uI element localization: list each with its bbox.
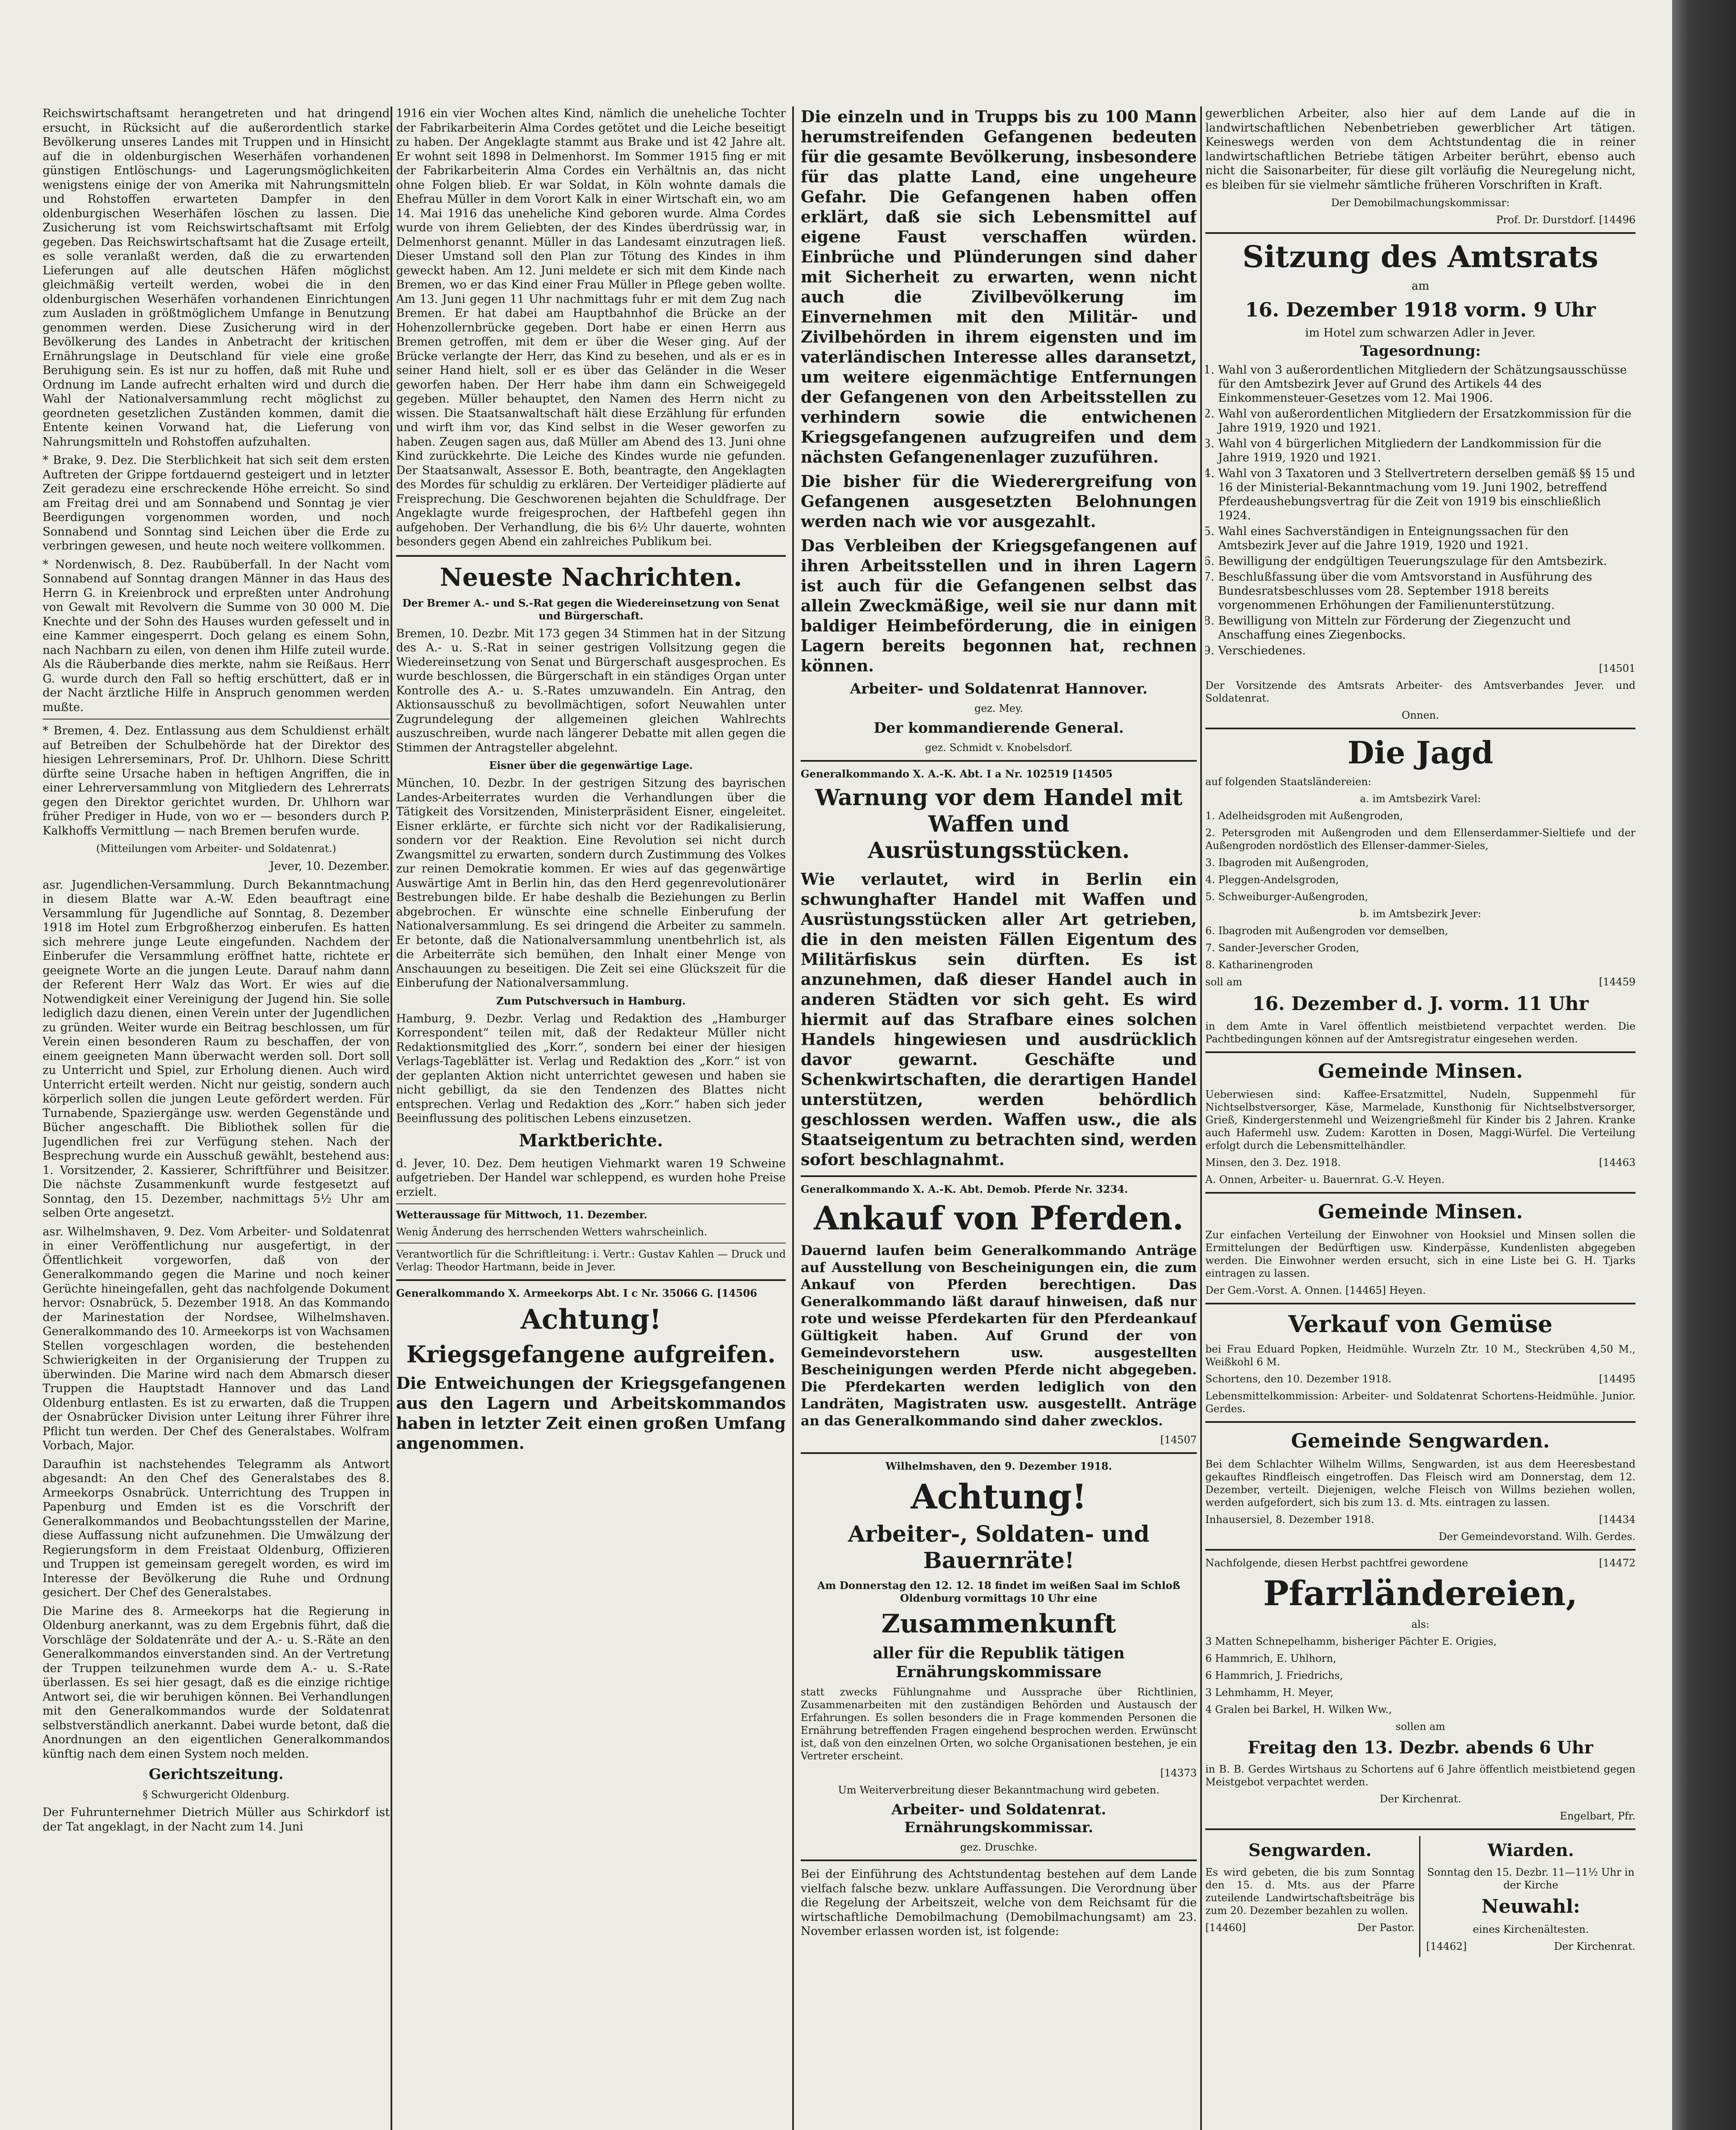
list-item: 6. Ibagroden mit Außengroden vor demselben, — [1205, 924, 1449, 937]
notice-code: [14501 — [1599, 662, 1635, 674]
jagd-soll — [1205, 976, 1635, 988]
notice-warnung: Wie verlautet, wird in Berlin ein schwunghafter Handel mit Waffen und Ausrüstungsstücken aller Art getrieben, die in den meisten Fällen Eigentum des Militärfiskus sein dürften. Es ist anzunehmen, daß dieser Handel auch in anderen Städten vor sich geht. Es wird hiermit auf das Strafbare eines solchen Handels hingewiesen und ausdrücklich davor gewarnt. Geschäfte und Schenkwirtschaften, die derartigen Handel unterstützen, werden behördlich geschlossen werden. Waffen usw., die als Staatseigentum zu betrachten sind, werden sofort beschlagnahmt. — [801, 869, 1197, 1169]
signature-druschke: gez. Druschke. — [960, 1841, 1038, 1853]
divider — [396, 1279, 786, 1281]
notice-kriegsgefangene: Die Entweichungen der Kriegsgefangenen aus den Lagern und Arbeitskommandos haben in letzter Zeit einen großen Umfang angenommen. — [396, 1373, 786, 1453]
heading-gemuese: Verkauf von Gemüse — [1288, 1310, 1553, 1338]
article-bremen-uhlhorn: * Bremen, 4. Dez. Entlassung aus dem Schuldienst erhält auf Betreiben der Schulbehörde hat der Direktor des hiesigen Lehrerseminars, Prof. Dr. Uhlhorn. Diese Schritt dürfte seine Ursache haben in heftigen Angriffen, die in einer Lehrerversammlung von Mitgliedern des Lehrerrats gegen den Direktor gerichtet wurden. Dr. Uhlhorn war früher Prediger in Hude, von wo er — besonders durch P. Kalkhoffs Vermittlung — nach Bremen berufen wurde. — [43, 724, 390, 838]
notice-code: [14496 — [1599, 214, 1635, 226]
pfarr-row: 6 Hammrich, J. Friedrichs, — [1205, 1669, 1343, 1681]
heading-gerichtszeitung: Gerichtszeitung. — [149, 1766, 284, 1783]
pfarr-list — [1205, 1635, 1635, 1716]
pfarr-intro-text: Nachfolgende, diesen Herbst pachtfrei gewordene — [1205, 1557, 1468, 1569]
text-am: am — [1411, 279, 1429, 293]
minsen-1-signature: A. Onnen, Arbeiter- u. Bauernrat. G.-V. Heyen. — [1205, 1173, 1445, 1186]
signature-ernaehrung: Arbeiter- und Soldatenrat. Ernährungskommissar. — [891, 1801, 1107, 1836]
list-item: 1. Adelheidsgroden mit Außengroden, — [1205, 809, 1403, 822]
wiarden-text-2: eines Kirchenältesten. — [1473, 1923, 1589, 1935]
subheading-bremen: Der Bremer A.- und S.-Rat gegen die Wiedereinsetzung von Senat und Bürgerschaft. — [402, 596, 780, 622]
demob-name: Prof. Dr. Durstdorf. — [1496, 214, 1596, 226]
heading-zusammenkunft: Zusammenkunft — [881, 1609, 1116, 1639]
gemuese-text: bei Frau Eduard Popken, Heidmühle. Wurzeln Ztr. 10 M., Steckrüben 4,50 M., Weißkohl 6 M. — [1205, 1343, 1635, 1368]
signature-rat-hannover: Arbeiter- und Soldatenrat Hannover. — [850, 680, 1148, 697]
notice-code: [14462] — [1426, 1940, 1467, 1952]
article-hamburg: Hamburg, 9. Dezbr. Verlag und Redaktion des „Hamburger Korrespondent“ teilen mit, daß der Redakteur Müller nicht Redaktionsmitglied des „Korr.“, sondern bei einer der hiesigen Verlags-Tageblätter ist. Verlag und Redaktion des „Korr.“ ist von der geplanten Aktion nicht unterrichtet gewesen und haben sie nicht gebilligt, da sie den Tendenzen des Blattes nicht entsprechen. Verlag und Redaktion des „Korr.“ haben sich jeder Beeinflussung des politischen Lebens einzusetzen. — [396, 1012, 786, 1125]
heading-kriegsgefangene: Kriegsgefangene aufgreifen. — [406, 1341, 776, 1368]
heading-sitzung-amtsrats: Sitzung des Amtsrats — [1242, 239, 1598, 274]
article-markt: d. Jever, 10. Dez. Dem heutigen Viehmarkt waren 19 Schweine aufgetrieben. Der Handel war schleppend, es wurden hohe Preise erzielt. — [396, 1157, 786, 1199]
agenda-item: 7. Beschlußfassung über die vom Amtsvorstand in Ausführung des Bundesratsbeschlusses vom 28. September 1918 bereits vorgenommenen Erhöhungen der Familienunterstützung. — [1218, 570, 1635, 612]
heading-jagd: Die Jagd — [1347, 734, 1494, 771]
section-note: (Mitteilungen vom Arbeiter- und Soldatenrat.) — [96, 843, 336, 855]
text-als: als: — [1411, 1618, 1430, 1630]
jagd-list-a — [1205, 809, 1635, 903]
dateline: Wilhelmshaven, den 9. Dezember 1918. — [885, 1460, 1112, 1472]
article-gericht: Der Fuhrunternehmer Dietrich Müller aus Schirkdorf ist der Tat angeklagt, in der Nacht zum 14. Juni — [43, 1806, 390, 1834]
signature-general: Der kommandierende General. — [874, 720, 1124, 737]
divider — [1205, 1421, 1635, 1423]
article-achtstundentag: Bei der Einführung des Achtstundentag bestehen auf dem Lande vielfach falsche bezw. unklare Auffassungen. Die Verordnung über die Regelung der Arbeitszeit, welche von dem Reichsamt für die wirtschaftliche Demobilmachung (Demobilmachungsamt) am 23. November erlassen worden ist, ist folgende: — [801, 1868, 1197, 1938]
signature-vorsitz: Der Vorsitzende des Amtsrats Arbeiter- des Amtsverbandes Jever. und Soldatenrat. — [1205, 679, 1635, 704]
column-rule — [792, 106, 794, 2130]
divider — [1205, 1549, 1635, 1551]
divider — [396, 555, 786, 557]
jagd-group-a: a. im Amtsbezirk Varel: — [1359, 792, 1481, 805]
notice-wiarden — [1426, 1836, 1636, 1957]
list-item: 7. Sander-Jeverscher Groden, — [1205, 941, 1359, 954]
gemuese-date-text: Schortens, den 10. Dezember 1918. — [1205, 1373, 1392, 1385]
article-muenchen: München, 10. Dezbr. In der gestrigen Sitzung des bayrischen Landes-Arbeiterrates wurden die Verhandlungen über die Tätigkeit des Vorsitzenden, Ministerpräsident Eisner, eingeleitet. Eisner erklärte, er fürchte sich nicht vor der Radikalisierung, sondern vor der Reaktion. Eine Revolution sei nicht durch Zwangsmittel zu erwarten, sondern durch Zustimmung des Volkes zur reinen Demokratie kommen. Er wies auf das gegenwärtige Auswärtige Amt in Berlin hin, das den Herd gegenrevolutionärer Bestrebungen bilde. Er habe deshalb die Beziehungen zu Berlin abgebrochen. Er wünschte eine schnelle Einberufung der Nationalversammlung. Es sei dringend die Arbeiter zu sammeln. Er betonte, daß die Nationalversammlung unentbehrlich ist, als die Arbeiterräte sich bemühen, den Inhalt einer Menge von Anschauungen zu beseitigen. Die Zeit sei eine Glückszeit für die Einberufung der Nationalversammlung. — [396, 777, 786, 990]
notice-verbleiben: Das Verbleiben der Kriegsgefangenen auf ihren Arbeitsstellen und in ihren Lagern ist auch für die Gefangenen selbst das allein Zweckmäßige, weil sie nur dann mit baldiger Heimbeförderung, die in einigen Lagern bereits begonnen hat, rechnen können. — [801, 536, 1197, 675]
article-landarbeiter: gewerblichen Arbeiter, also hier auf dem Lande auf die in landwirtschaftlichen Nebenbetrieben gewerblicher Art tätigen. Keineswegs werden von dem Achtstundentag die in reiner landwirtschaftlichen Betriebe tätigen Arbeiter berührt, ebenso auch nicht die Saisonarbeiter, für diese gilt vorläufig die Neuregelung nicht, es bleiben für sie vielmehr sämtliche früheren Vorschriften in Kraft. — [1205, 107, 1635, 192]
article-trial: 1916 ein vier Wochen altes Kind, nämlich die uneheliche Tochter der Fabrikarbeiterin Alma Cordes getötet und die Leiche beseitigt zu haben. Der Angeklagte stammt aus Brake und ist 42 Jahre alt. Er wohnt seit 1898 in Delmenhorst. Im Sommer 1915 fing er mit der Fabrikarbeiterin Alma Cordes ein Verhältnis an, das nicht ohne Folgen blieb. Er war Soldat, in Köln wohnte damals die Ehefrau Müller in dem Vorort Kalk in einer Wirtschaft ein, wo am 14. Mai 1916 das uneheliche Kind geboren wurde. Alma Cordes wurde von ihrem Geliebten, der des Kindes überdrüssig war, in Delmenhorst genannt. Müller in das Landesamt einzutragen ließ. Dieser Umstand soll den Plan zur Tötung des Kindes in ihm geweckt haben. Am 12. Juni meldete er sich mit dem Kinde nach Bremen, wo er das Kind einer Frau Müller in Pflege geben wollte. Am 13. Juni gegen 11 Uhr nachmittags fuhr er mit dem Zug nach Bremen. Er hat dabei am Hauptbahnhof die Brücke an der Hohenzollernbrücke gegeben. Dort habe er einen Herrn aus Bremen getroffen, mit dem er über die Weser ging. Auf der Brücke verlangte der Herr, das Kind zu besehen, und als er es in seiner Hand hielt, soll er es über das Geländer in die Weser geworfen haben. Der Herr habe ihm dann ein Schweigegeld gegeben. Müller behauptet, den Namen des Herrn nicht zu wissen. Die Staatsanwaltschaft hält diese Erzählung für erfunden und wirft ihm vor, das Kind selbst in die Weser geworfen zu haben. Zeugen sagen aus, daß Müller am Abend des 13. Juni ohne Kind zurückkehrte. Die Leiche des Kindes wurde nie gefunden. Der Staatsanwalt, Assessor E. Both, beantragte, den Angeklagten des Mordes für schuldig zu erklären. Der Verteidiger plädierte auf Freisprechung. Die Geschworenen bejahten die Schuldfrage. Der Angeklagte wurde freigesprochen, der Haftbefehl gegen ihn aufgehoben. Der Verhandlung, die bis 6½ Uhr dauerte, wohnten besonders gegen Abend ein zahlreiches Publikum bei. — [396, 107, 786, 548]
divider — [1205, 1192, 1635, 1194]
signature-schmidt: gez. Schmidt v. Knobelsdorf. — [925, 742, 1073, 754]
jagd-list-b — [1205, 924, 1635, 971]
agenda-item: 2. Wahl von außerordentlichen Mitgliedern der Ersatzkommission für die Jahre 1919, 1920 und 1921. — [1218, 407, 1635, 435]
pfarr-text: in B. B. Gerdes Wirtshaus zu Schortens auf 6 Jahre öffentlich meistbietend gegen Meistgebot verpachtet werden. — [1205, 1763, 1635, 1788]
signature-kirchenrat: Der Kirchenrat. — [1380, 1793, 1461, 1805]
heading-warnung: Warnung vor dem Handel mit Waffen und Ausrüstungsstücken. — [815, 785, 1183, 864]
date-sitzung: 16. Dezember 1918 vorm. 9 Uhr — [1245, 298, 1596, 321]
article-brake: * Brake, 9. Dez. Die Sterblichkeit hat sich seit dem ersten Auftreten der Grippe fortdauernd gesteigert und in letzter Zeit geradezu eine erschreckende Höhe erreicht. So sind am Freitag drei und am Sonnabend und Sonntag je vier Beerdigungen vorgenommen worden, und noch Sonnabend und Sonntag sind Leichen über die Erde zu verbringen gewesen, und heute noch weitere vollkommen. — [43, 454, 390, 553]
heading-minsen-1: Gemeinde Minsen. — [1318, 1059, 1523, 1082]
notice-kommissare: aller für die Republik tätigen Ernährungskommissare — [873, 1644, 1125, 1681]
notice-code: [14434 — [1599, 1513, 1635, 1526]
article-wilhelmshaven: asr. Wilhelmshaven, 9. Dez. Vom Arbeiter- und Soldatenrat in einer Veröffentlichung nur ausgefertigt, in der Öffentlichkeit vorgeworfen, daß von der Generalkommando gegen die Marine und noch keiner Gerüchte hineingefallen, geht das nachfolgende Dokument hervor: Osnabrück, 5. Dezember 1918. An das Kommando der Marinestation der Nordsee, Wilhelmshaven. Generalkommando des 10. Armeekorps ist von Wachsamen Stellen vorgeschlagen worden, die bestehenden Schwierigkeiten in der Organisierung der Truppen zu überwinden. Die Marine wird nach dem Abmarsch dieser Truppen die Hauptstadt Hannover und das Land Oldenburg entlasten. Es ist zu erwarten, daß die Truppen der Osnabrücker Division unter Leitung ihrer Führer ihre Pflicht tun werden. Der Chef des Generalstabes. Wolfram Vorbach, Major. — [43, 1225, 390, 1452]
agenda-list — [1218, 363, 1635, 658]
agenda-item: 8. Bewilligung von Mitteln zur Förderung der Ziegenzucht und Anschaffung eines Ziegenbocks. — [1218, 614, 1635, 642]
notice-header — [396, 1287, 786, 1300]
divider — [1205, 728, 1635, 729]
heading-minsen-2: Gemeinde Minsen. — [1318, 1200, 1523, 1223]
divider — [1205, 1828, 1635, 1830]
jagd-group-b: b. im Amtsbezirk Jever: — [1359, 907, 1481, 920]
notice-code: [14463 — [1599, 1156, 1635, 1169]
sengwarden-date-text: Inhausersiel, 8. Dezember 1918. — [1205, 1513, 1374, 1526]
notice-sengwarden-2 — [1205, 1836, 1420, 1957]
notice-code: [14495 — [1599, 1373, 1635, 1385]
pfarr-row: 4 Gralen bei Barkel, H. Wilken Ww., — [1205, 1703, 1392, 1716]
minsen-1-date-text: Minsen, den 3. Dez. 1918. — [1205, 1156, 1341, 1169]
notice-gefangene: Die einzeln und in Trupps bis zu 100 Mann herumstreifenden Gefangenen bedeuten für die gesamte Bevölkerung, insbesondere für das platte Land, eine ungeheure Gefahr. Die Gefangenen haben offen erklärt, daß sie sich Lebensmittel auf eigene Faust verschaffen würden. Einbrüche und Plünderungen sind daher mit Sicherheit zu erwarten, wenn nicht auch die Zivilbevölkerung im Einvernehmen mit den Militär- und Zivilbehörden in ihrem eigensten und im vaterländischen Interesse alles daransetzt, um weitere eigenmächtige Entfernungen der Gefangenen von den Arbeitsstellen zu verhindern sowie die entwichenen Kriegsgefangenen aufzugreifen und dem nächsten Gefangenenlager zuzuführen. — [801, 107, 1197, 466]
text-sollen: sollen am — [1395, 1720, 1446, 1733]
sengwarden-text: Bei dem Schlachter Wilhelm Willms, Sengwarden, ist aus dem Heeresbestand gekauftes Rindfleisch eingetroffen. Das Fleisch wird am Donnerstag, dem 12. Dezember, verteilt. Diejenigen, welche Fleisch von Willms beziehen wollen, werden aufgefordert, sich bis zum 13. d. Mts. eintragen zu lassen. — [1205, 1458, 1635, 1508]
wiarden-text: Sonntag den 15. Dezbr. 11—11½ Uhr in der Kirche — [1427, 1866, 1635, 1891]
notice-header: Generalkommando X. A.-K. Abt. Demob. Pferde Nr. 3234. — [801, 1183, 1128, 1195]
jagd-soll-text: soll am — [1205, 976, 1242, 988]
article-telegram: Daraufhin ist nachstehendes Telegramm als Antwort abgesandt: An den Chef des Generalstabes des 8. Armeekorps Osnabrück. Unterrichtung des Truppen in Papenburg und Emden ist es die Vorschrift der Generalkommandos und Beobachtungsstellen der Marine, diese Auffassung nicht aufzunehmen. Die Umwälzung der Regierungsform in dem Freistaat Oldenburg, Offizieren und Truppen ist gemeinsam geregelt worden, es wird im Interesse der Bevölkerung die Ruhe und Ordnung gesichert. Der Chef des Generalstabes. — [43, 1457, 390, 1599]
weather-title: Wetteraussage für Mittwoch, 11. Dezember. — [396, 1209, 647, 1221]
divider — [1205, 1051, 1635, 1053]
notice-ankauf: Dauernd laufen beim Generalkommando Anträge auf Ausstellung von Bescheinigungen ein, die zum Ankauf von Pferden berechtigen. Das Generalkommando läßt darauf hinweisen, daß nur rote und weisse Pferdekarten für den Pferdeankauf Gültigkeit haben. Auf Grund der von Gemeindevorstehern usw. ausgestellten Bescheinigungen werden Pferde nicht abgegeben. Die Pferdekarten werden lediglich von den Landräten, Magistraten usw. ausgestellt. Anträge an das Generalkommando sind daher zwecklos. — [801, 1242, 1197, 1429]
notice-code: [14507 — [1160, 1434, 1197, 1446]
divider — [801, 1175, 1197, 1177]
heading-ankauf-pferden: Ankauf von Pferden. — [813, 1199, 1184, 1237]
agenda-item: 6. Bewilligung der endgültigen Teuerungszulage für den Amtsbezirk. — [1218, 554, 1635, 568]
divider — [801, 1452, 1197, 1454]
notice-code: [14459 — [1599, 976, 1635, 988]
list-item: 5. Schweiburger-Außengroden, — [1205, 890, 1368, 903]
jagd-intro: auf folgenden Staatsländereien: — [1205, 775, 1371, 788]
agenda-item: 4. Wahl von 3 Taxatoren und 3 Stellvertretern derselben gemäß §§ 15 und 16 der Ministerial-Bekanntmachung vom 19. Juni 1902, betreffend Pferdeaushebungsvertrag für die Zeit von 1919 bis einschließlich 1924. — [1218, 466, 1635, 523]
notice-code: [14472 — [1599, 1557, 1635, 1569]
gemuese-date — [1205, 1373, 1635, 1385]
heading-marktberichte: Marktberichte. — [519, 1130, 663, 1151]
divider — [1205, 1303, 1635, 1304]
list-item: 4. Pleggen-Andelsgroden, — [1205, 873, 1339, 886]
subheading-eisner: Eisner über die gegenwärtige Lage. — [489, 759, 693, 771]
article-nordenwisch: * Nordenwisch, 8. Dez. Raubüberfall. In der Nacht vom Sonnabend auf Sonntag drangen Männer in das Haus des Herrn G. in Kreienbrock und erpreßten unter Androhung von Gewalt mit Revolvern die Summe von 30 000 M. Die Knechte und der Sohn des Hauses wurden gefesselt und in eine Kammer eingesperrt. Doch gelang es einem Sohn, nach Nachbarn zu eilen, von denen ihm Hilfe zuteil wurde. Als die Räuberbande dies merkte, nahm sie Reißaus. Herr G. wurde durch den Fall so heftig erschüttert, daß er in der Nacht ärztliche Hilfe in Anspruch genommen werden mußte. — [43, 558, 390, 714]
signature-pastor: Der Pastor. — [1357, 1921, 1415, 1934]
sengwarden-2-signature — [1205, 1921, 1415, 1934]
notice-code: [14505 — [1072, 768, 1113, 780]
notice-header — [801, 768, 1197, 780]
pfarr-row: 3 Lehmhamm, H. Meyer, — [1205, 1686, 1334, 1698]
divider — [801, 760, 1197, 762]
notice-statt: statt zwecks Fühlungnahme und Aussprache über Richtlinien, Zusammenarbeiten mit den zuständigen Behörden und Austausch der Erfahrungen. Es sollen besonders die in Frage kommenden Personen die Ernährung betreffenden Fragen eingehend besprochen werden. Erwünscht ist, daß von den einzelnen Orten, wo solche Organisationen bestehen, je ein Vertreter erscheint. — [801, 1686, 1197, 1762]
imprint: Verantwortlich für die Schriftleitung: i. Vertr.: Gustav Kahlen — Druck und Verlag: Theodor Hartmann, beide in Jever. — [396, 1248, 786, 1273]
subheading-schwurgericht: § Schwurgericht Oldenburg. — [143, 1789, 290, 1801]
list-item: 8. Katharinengroden — [1205, 958, 1313, 971]
notice-wiederergreifung: Die bisher für die Wiederergreifung von Gefangenen ausgesetzten Belohnungen werden nach wie vor ausgezahlt. — [801, 472, 1197, 531]
column-rule — [391, 106, 392, 2130]
tagesordnung-title: Tagesordnung: — [1360, 343, 1481, 360]
sengwarden-date — [1205, 1513, 1635, 1526]
jagd-text: in dem Amte in Varel öffentlich meistbietend verpachtet werden. Die Pachtbedingungen können auf der Amtsregistratur eingesehen werden. — [1205, 1020, 1635, 1045]
signature-kirchenrat-2: Der Kirchenrat. — [1554, 1940, 1635, 1952]
heading-wiarden: Wiarden. — [1487, 1840, 1574, 1860]
heading-achtung: Achtung! — [520, 1304, 661, 1336]
article-jugend-versammlung: asr. Jugendlichen-Versammlung. Durch Bekanntmachung in diesem Blatte war A.-W. Eden beauftragt eine Versammlung für Jugendliche auf Sonntag, 8. Dezember 1918 im Hotel zum Erbgroßherzog einberufen. Es hatten sich mehrere junge Leute eingefunden. Nachdem der Einberufer die Versammlung eröffnet hatte, richtete er geeignete Worte an die jungen Leute. Darauf nahm dann der Referent Herr Walz das Wort. Er wies auf die Notwendigkeit einer Vereinigung der Jugend hin. Sie solle lediglich dazu dienen, einen Verein unter der Jugendlichen zu gründen. Weiter wurde ein Beitrag beschlossen, um für Verein einen besonderen Raum zu beschaffen, der von einem geeigneten Mann überwacht werden soll. Dort soll zu Unterricht und Spiel, zur Erholung dienen. Auch wird Unterricht erteilt werden. Nicht nur geistig, sondern auch körperlich sollen die jungen Leute gefördert werden. Für Turnabende, Spaziergänge usw. werden Gegenstände und Bücher angeschafft. Die Bibliothek sollen für die Jugendlichen frei zur Verfügung stehen. Nach der Besprechung wurde ein Ausschuß gewählt, bestehend aus: 1. Vorsitzender, 2. Kassierer, Schriftführer und Beisitzer. Die nächste Zusammenkunft wurde festgesetzt auf Sonntag, den 15. Dezember, nachmittags 5½ Uhr am selben Orte angesetzt. — [43, 878, 390, 1220]
date-jagd: 16. Dezember d. J. vorm. 11 Uhr — [1252, 993, 1589, 1015]
pfarr-intro — [1205, 1557, 1635, 1569]
agenda-item: 5. Wahl eines Sachverständigen in Enteignungssachen für den Amtsbezirk Jever auf die Jahre 1919, 1920 und 1921. — [1218, 524, 1635, 553]
weather-text: Wenig Änderung des herrschenden Wetters wahrscheinlich. — [396, 1226, 707, 1238]
heading-sengwarden: Gemeinde Sengwarden. — [1291, 1429, 1550, 1452]
signature-demob-name — [1205, 213, 1635, 226]
date-pfarr: Freitag den 13. Dezbr. abends 6 Uhr — [1247, 1737, 1593, 1758]
column-rule — [1200, 106, 1202, 2130]
notice-code: [14460] — [1205, 1921, 1246, 1934]
sengwarden-2-text: Es wird gebeten, die bis zum Sonntag den 15. d. Mts. aus der Pfarre zuteilende Landwirtschaftsbeiträge bis zum 20. Dezember bezahlen zu wollen. — [1205, 1866, 1415, 1917]
signature-demob: Der Demobilmachungskommissar: — [1331, 197, 1510, 209]
pfarr-row: 3 Matten Schnepelhamm, bisheriger Pächter E. Origies, — [1205, 1635, 1497, 1647]
pfarr-row: 6 Hammrich, E. Uhlhorn, — [1205, 1652, 1336, 1664]
article-oldenburg-ports: Reichswirtschaftsamt herangetreten und hat dringend ersucht, in Rücksicht auf die außerordentlich starke Bevölkerung unseres Landes mit Truppen und in Hinsicht auf die in oldenburgischen Weserhäfen vorhandenen günstigen Entlöschungs- und Lagerungsmöglichkeiten wenigstens einige der von Amerika mit Nahrungsmitteln und Rohstoffen erwarteten Dampfer in den oldenburgischen Weserhäfen löschen zu lassen. Die Zusicherung ist vom Reichswirtschaftsamt mit Erfolg gegeben. Das Reichswirtschaftsamt hat die Zusage erteilt, es solle veranlaßt werden, daß die zu erwartenden Lieferungen auf alle deutschen Häfen möglichst gleichmäßig verteilt werden, wobei die in den oldenburgischen Weserhäfen vorhandenen Einrichtungen zum Ausladen in größtmöglichem Umfange in Benutzung genommen werden. Diese Zusicherung wird in der Bevölkerung des Landes in Anbetracht der kritischen Ernährungslage in Deutschland für viele eine große Beruhigung sein. Es ist nur zu hoffen, daß mit Ruhe und Ordnung im Lande aufrecht erhalten wird und durch die Wahl der Nationalversammlung recht möglichst zu geordneten gesetzlichen Zuständen kommen, damit die Entente keinen Vorwand hat, die Lieferung von Nahrungsmitteln und Rohstoffen aufzuhalten. — [43, 107, 390, 449]
divider — [801, 1859, 1197, 1861]
signature-mey: gez. Mey. — [974, 702, 1023, 714]
minsen-2-signature: Der Gem.-Vorst. A. Onnen. [14465] Heyen. — [1205, 1284, 1426, 1296]
wiarden-signature — [1426, 1940, 1636, 1953]
venue: im Hotel zum schwarzen Adler in Jever. — [1305, 326, 1536, 340]
list-item: 2. Petersgroden mit Außengroden und dem Ellenserdammer-Sieltiefe und der Außengroden nordöstlich des Ellenser-dammer-Sieles, — [1205, 826, 1635, 852]
column-4 — [1205, 106, 1635, 2130]
divider — [1205, 232, 1635, 234]
list-item: 3. Ibagroden mit Außengroden, — [1205, 856, 1369, 869]
column-1 — [43, 106, 390, 2130]
sengwarden-signature: Der Gemeindevorstand. Wilh. Gerdes. — [1438, 1530, 1635, 1543]
heading-sengwarden-2: Sengwarden. — [1248, 1840, 1372, 1860]
column-2 — [396, 106, 786, 2130]
divider — [43, 719, 390, 720]
minsen-1-text: Ueberwiesen sind: Kaffee-Ersatzmittel, Nudeln, Suppenmehl für Nichtselbstversorger, Käse, Marmelade, Kunsthonig für Nichtselbstversorger, Grieß, Kindergerstenmehl und Weizengrießmehl für Kinder bis 2 Jahren. Kranke auch Hafermehl usw. Zudem: Karotten in Dosen, Maggi-Würfel. Die Verteilung erfolgt durch die Lebensmittelhändler. — [1205, 1088, 1635, 1151]
bottom-notices — [1205, 1836, 1635, 1957]
subheading-hamburg: Zum Putschversuch in Hamburg. — [496, 994, 686, 1007]
column-3 — [801, 106, 1197, 2130]
notice-code: [14506 — [716, 1287, 757, 1299]
minsen-1-date — [1205, 1156, 1635, 1169]
notice-header-text: Generalkommando X. Armeekorps Abt. I c Nr. 35066 G. — [396, 1287, 713, 1299]
heading-neuwahl: Neuwahl: — [1481, 1895, 1581, 1917]
heading-achtung-2: Achtung! — [911, 1477, 1087, 1517]
signature-engelbart: Engelbart, Pfr. — [1560, 1810, 1635, 1822]
agenda-item: 3. Wahl von 4 bürgerlichen Mitgliedern der Landkommission für die Jahre 1919, 1920 und 1921. — [1218, 437, 1635, 465]
heading-neueste-nachrichten: Neueste Nachrichten. — [440, 562, 742, 592]
agenda-item: 9. Verschiedenes. — [1218, 644, 1635, 658]
article-marine: Die Marine des 8. Armeekorps hat die Regierung in Oldenburg anerkannt, was zu dem Ergebnis führt, daß die Vorschläge der Soldatenräte und der A.- u. S.-Räte an den Generalkommandos einverstanden sind. An der Vertretung der Truppen teilzunehmen wurde dem A.- u. S.-Rate überlassen. Es sei hier gesagt, daß es die einzige richtige Antwort sei, die wir beruhigen können. Bei Verhandlungen mit den Generalkommandos wurde der Soldatenrat selbstverständlich anerkannt. Dabei wurde betont, daß die Anordnungen an den eigentlichen Generalkommandos künftig nach dem einen System noch melden. — [43, 1604, 390, 1761]
notice-weiterverbreitung: Um Weiterverbreitung dieser Bekanntmachung wird gebeten. — [838, 1784, 1160, 1796]
divider — [396, 1203, 786, 1204]
heading-pfarrlaendereien: Pfarrländereien, — [1263, 1573, 1578, 1613]
notice-code: [14373 — [1160, 1767, 1197, 1779]
heading-raete: Arbeiter-, Soldaten- und Bauernräte! — [848, 1521, 1150, 1574]
signature-onnen: Onnen. — [1402, 709, 1439, 721]
agenda-item: 1. Wahl von 3 außerordentlichen Mitgliedern der Schätzungsausschüsse für den Amtsbezirk Jever auf Grund des Artikels 44 des Einkommensteuer-Gesetzes vom 12. Mai 1906. — [1218, 363, 1635, 405]
dateline: Jever, 10. Dezember. — [270, 860, 390, 873]
gemuese-signature: Lebensmittelkommission: Arbeiter- und Soldatenrat Schortens-Heidmühle. Junior. Gerdes. — [1205, 1390, 1635, 1415]
page-binding-edge — [1672, 0, 1736, 2130]
notice-header-text: Generalkommando X. A.-K. Abt. I a Nr. 102519 — [801, 768, 1069, 780]
article-bremen-news: Bremen, 10. Dezbr. Mit 173 gegen 34 Stimmen hat in der Sitzung des A.- u. S.-Rat in seiner gestrigen Vollsitzung gegen die Wiedereinsetzung von Senat und Bürgerschaft ausgesprochen. Es wurde beschlossen, die Bürgerschaft in ein ständiges Organ unter Kontrolle des A.- u. S.-Rates umzuwandeln. Ein Antrag, den Aktionsausschuß zu bevollmächtigen, sofort Neuwahlen unter Zugrundelegung der allgemeinen gleichen Wahlrechts auszuschreiben, wurde nach längerer Debatte mit allen gegen die Stimmen der Antragsteller abgelehnt. — [396, 627, 786, 754]
notice-donnerstag: Am Donnerstag den 12. 12. 18 findet im weißen Saal im Schloß Oldenburg vormittags 10 Uhr eine — [817, 1579, 1181, 1604]
minsen-2-text: Zur einfachen Verteilung der Einwohner von Hooksiel und Minsen sollen die Ermittelungen der Bedürftigen usw. Kinderpässe, Kundenlisten abgegeben werden. Die Einwohner werden ersucht, sich in eine Liste bei G. H. Tjarks eintragen zu lassen. — [1205, 1229, 1635, 1279]
